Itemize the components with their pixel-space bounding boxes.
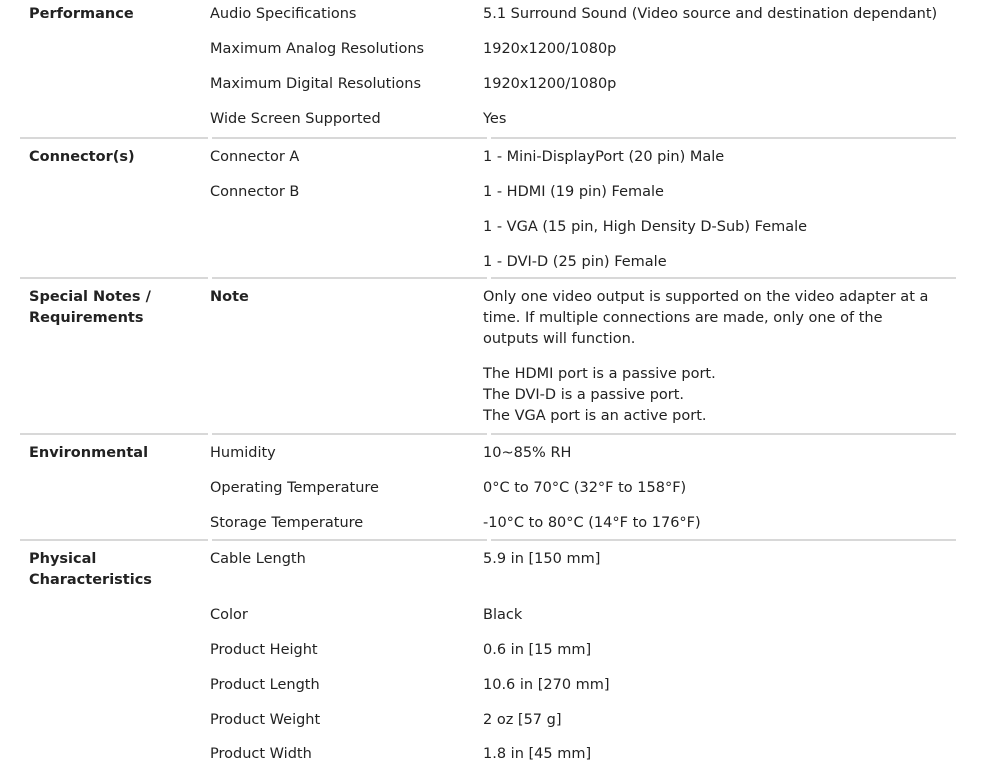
section-physical [20,541,956,769]
spec-label: Product Weight [210,712,321,728]
spec-value: 5.9 in [150 mm] [483,551,601,567]
spec-value: 1 - HDMI (19 pin) Female [483,184,664,200]
spec-value: 10~85% RH [483,445,572,461]
spec-value: 1 - VGA (15 pin, High Density D-Sub) Female [483,219,808,235]
category-label-line: Physical [29,551,97,567]
category-label: Performance [29,6,134,22]
category-label-line: Characteristics [29,572,152,588]
note-line: outputs will function. [483,331,636,347]
spec-row [204,147,956,182]
spec-value: -10°C to 80°C (14°F to 176°F) [483,515,701,531]
spec-label: Color [210,607,248,623]
note-value [483,287,956,427]
spec-value: 2 oz [57 g] [483,712,562,728]
category-label [20,287,204,435]
spec-value: 1920x1200/1080p [483,76,617,92]
category-label: Connector(s) [29,149,135,165]
spec-row [204,287,956,427]
spec-row [204,443,956,478]
category-label-line: Requirements [29,310,144,326]
spec-value: 5.1 Surround Sound (Video source and destination dependant) [483,6,938,22]
spec-label: Cable Length [210,551,306,567]
spec-row [204,478,956,513]
section-performance [20,0,956,139]
spec-value: 1 - DVI-D (25 pin) Female [483,254,667,270]
note-line: Only one video output is supported on the video adapter at a [483,289,929,305]
note-paragraph [483,287,956,350]
spec-row [204,710,956,744]
category-label: Environmental [29,445,149,461]
spec-label: Operating Temperature [210,480,379,496]
spec-label: Connector A [210,149,300,165]
note-label: Note [210,289,249,305]
spec-value: 0.6 in [15 mm] [483,642,592,658]
category-label-line: Special Notes / [29,289,151,305]
section-environmental [20,435,956,541]
note-line: The HDMI port is a passive port. [483,366,716,382]
category-label [20,549,204,769]
spec-label: Product Height [210,642,318,658]
spec-row [204,744,956,766]
spec-value: 1920x1200/1080p [483,41,617,57]
spec-row [204,109,956,139]
note-paragraph [483,364,956,427]
spec-row [204,675,956,710]
spec-row [204,252,956,279]
spec-row [204,39,956,74]
spec-label [204,252,483,279]
spec-label [204,217,483,252]
spec-label: Wide Screen Supported [210,111,381,127]
note-line: time. If multiple connections are made, only one of the [483,310,883,326]
note-line: The VGA port is an active port. [483,408,707,424]
note-line: The DVI-D is a passive port. [483,387,685,403]
spec-label: Maximum Analog Resolutions [210,41,425,57]
section-connectors [20,139,956,279]
spec-value: 0°C to 70°C (32°F to 158°F) [483,480,687,496]
spec-label: Storage Temperature [210,515,364,531]
spec-label: Humidity [210,445,276,461]
section-special-notes [20,279,956,435]
spec-table [20,0,956,769]
spec-label: Product Width [210,746,312,762]
spec-row [204,182,956,217]
spec-row [204,217,956,252]
spec-row [204,74,956,109]
spec-label: Maximum Digital Resolutions [210,76,422,92]
spec-value: Black [483,607,523,623]
spec-row [204,4,956,39]
spec-row [204,549,956,605]
spec-value: 10.6 in [270 mm] [483,677,610,693]
spec-label: Connector B [210,184,300,200]
spec-value: 1 - Mini-DisplayPort (20 pin) Male [483,149,725,165]
spec-label: Audio Specifications [210,6,357,22]
spec-row [204,513,956,541]
spec-row [204,640,956,675]
spec-value: 1.8 in [45 mm] [483,746,592,762]
spec-value: Yes [483,111,507,127]
spec-label: Product Length [210,677,320,693]
spec-row [204,605,956,640]
